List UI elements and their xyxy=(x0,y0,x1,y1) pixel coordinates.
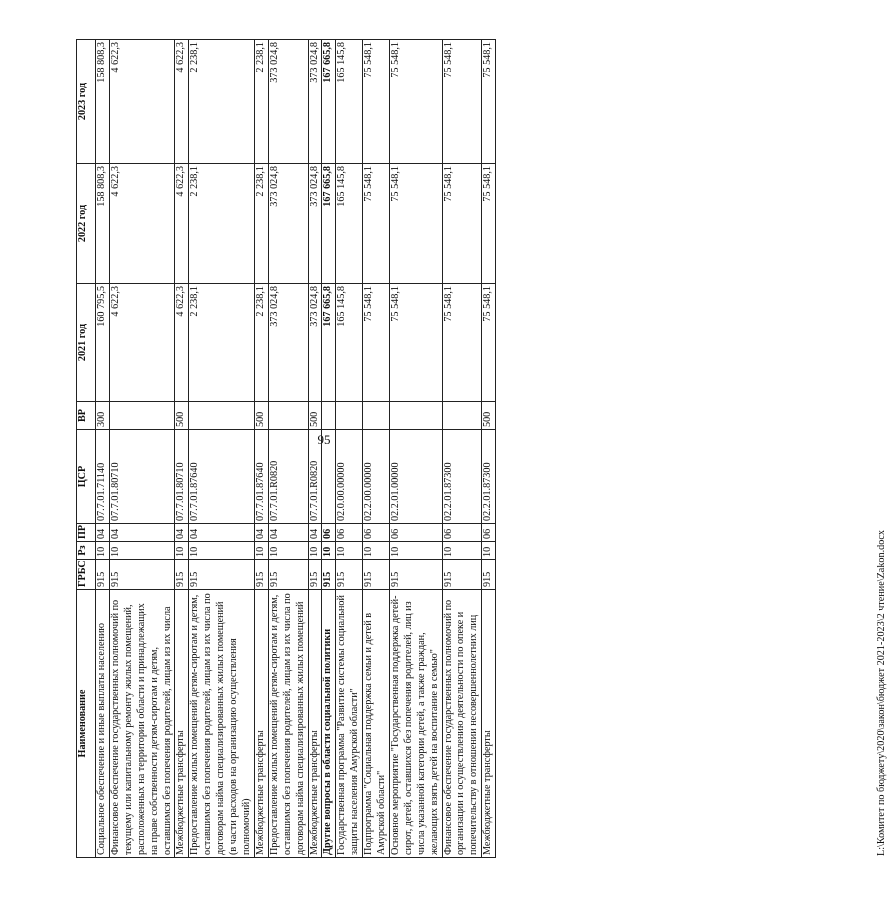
row-2023: 373 024,8 xyxy=(308,40,322,164)
table-row xyxy=(336,40,363,858)
row-2023: 165 145,8 xyxy=(336,40,363,164)
row-grbs: 915 xyxy=(189,560,255,590)
row-pr: 06 xyxy=(322,524,336,542)
row-grbs: 915 xyxy=(96,560,110,590)
row-2021: 160 795,5 xyxy=(96,284,110,402)
row-grbs: 915 xyxy=(482,560,496,590)
row-pr: 06 xyxy=(389,524,442,542)
row-name: Финансовое обеспечение государственных полномочий по текущему или капитальному ремонту жилых помещений, расположенных на территории области и принадлежащих на праве собственности детям-сиротам и детям, оставшимся без попечения родителей, лицам из их числа xyxy=(109,590,175,858)
row-pr: 04 xyxy=(96,524,110,542)
row-csr: 02.2.01.87300 xyxy=(442,430,482,524)
row-name: Межбюджетные трансферты xyxy=(254,590,268,858)
row-rz: 10 xyxy=(175,542,189,560)
header-2023: 2023 год xyxy=(77,40,96,164)
row-grbs: 915 xyxy=(336,560,363,590)
row-2023: 4 622,3 xyxy=(109,40,175,164)
row-pr: 06 xyxy=(336,524,363,542)
row-vr xyxy=(389,402,442,430)
row-grbs: 915 xyxy=(363,560,390,590)
header-csr: ЦСР xyxy=(77,430,96,524)
row-vr xyxy=(322,402,336,430)
row-2021: 75 548,1 xyxy=(482,284,496,402)
row-rz: 10 xyxy=(336,542,363,560)
row-2021: 2 238,1 xyxy=(254,284,268,402)
row-csr: 07.7.01.R0820 xyxy=(268,430,308,524)
row-vr xyxy=(442,402,482,430)
row-rz: 10 xyxy=(268,542,308,560)
row-2023: 158 808,3 xyxy=(96,40,110,164)
row-2023: 75 548,1 xyxy=(363,40,390,164)
row-vr xyxy=(109,402,175,430)
row-csr: 02.2.01.00000 xyxy=(389,430,442,524)
row-csr: 02.2.00.00000 xyxy=(363,430,390,524)
row-2023: 2 238,1 xyxy=(189,40,255,164)
row-pr: 04 xyxy=(109,524,175,542)
row-vr: 500 xyxy=(175,402,189,430)
row-pr: 06 xyxy=(363,524,390,542)
table-row xyxy=(482,40,496,858)
row-2023: 75 548,1 xyxy=(482,40,496,164)
row-name: Межбюджетные трансферты xyxy=(482,590,496,858)
row-vr: 300 xyxy=(96,402,110,430)
row-vr: 500 xyxy=(482,402,496,430)
row-name: Государственная программа "Развитие системы социальной защиты населения Амурской области" xyxy=(336,590,363,858)
row-grbs: 915 xyxy=(442,560,482,590)
rotated-page-content xyxy=(76,40,887,858)
row-2022: 373 024,8 xyxy=(268,164,308,284)
row-grbs: 915 xyxy=(308,560,322,590)
row-pr: 06 xyxy=(482,524,496,542)
row-2022: 75 548,1 xyxy=(363,164,390,284)
row-pr: 04 xyxy=(189,524,255,542)
row-2021: 75 548,1 xyxy=(363,284,390,402)
row-csr: 07.7.01.80710 xyxy=(175,430,189,524)
row-vr xyxy=(268,402,308,430)
table-row xyxy=(389,40,442,858)
row-rz: 10 xyxy=(322,542,336,560)
row-pr: 04 xyxy=(308,524,322,542)
row-vr xyxy=(363,402,390,430)
row-rz: 10 xyxy=(482,542,496,560)
row-grbs: 915 xyxy=(389,560,442,590)
header-vr: ВР xyxy=(77,402,96,430)
row-name: Другие вопросы в области социальной политики xyxy=(322,590,336,858)
table-row xyxy=(268,40,308,858)
header-pr: ПР xyxy=(77,524,96,542)
row-grbs: 915 xyxy=(268,560,308,590)
table-row xyxy=(322,40,336,858)
row-2023: 373 024,8 xyxy=(268,40,308,164)
budget-table xyxy=(76,39,496,858)
table-row xyxy=(442,40,482,858)
row-rz: 10 xyxy=(109,542,175,560)
row-grbs: 915 xyxy=(322,560,336,590)
row-2023: 167 665,8 xyxy=(322,40,336,164)
page-number: 95 xyxy=(317,432,331,447)
row-2023: 75 548,1 xyxy=(389,40,442,164)
row-rz: 10 xyxy=(363,542,390,560)
row-rz: 10 xyxy=(96,542,110,560)
table-row xyxy=(189,40,255,858)
row-rz: 10 xyxy=(442,542,482,560)
header-2021: 2021 год xyxy=(77,284,96,402)
row-name: Межбюджетные трансферты xyxy=(175,590,189,858)
row-csr xyxy=(322,430,336,524)
row-2021: 75 548,1 xyxy=(442,284,482,402)
row-grbs: 915 xyxy=(109,560,175,590)
row-2022: 158 808,3 xyxy=(96,164,110,284)
row-grbs: 915 xyxy=(254,560,268,590)
table-row xyxy=(254,40,268,858)
row-pr: 04 xyxy=(268,524,308,542)
row-csr: 07.7.01.87640 xyxy=(254,430,268,524)
row-rz: 10 xyxy=(389,542,442,560)
row-name: Основное мероприятие "Государственная поддержка детей-сирот, детей, оставшихся без попечения родителей, лиц из числа указанной категории детей, а также граждан, желающих взять детей на воспитание в семью" xyxy=(389,590,442,858)
row-rz: 10 xyxy=(189,542,255,560)
table-row xyxy=(363,40,390,858)
table-body xyxy=(96,40,496,858)
row-vr: 500 xyxy=(308,402,322,430)
row-name: Межбюджетные трансферты xyxy=(308,590,322,858)
row-2021: 167 665,8 xyxy=(322,284,336,402)
row-vr xyxy=(336,402,363,430)
row-name: Подпрограмма "Социальная поддержка семьи и детей в Амурской области" xyxy=(363,590,390,858)
row-name: Предоставление жилых помещений детям-сиротам и детям, оставшимся без попечения родителей, лицам из их числа по договорам найма специализированных жилых помещений xyxy=(268,590,308,858)
row-2022: 2 238,1 xyxy=(254,164,268,284)
row-grbs: 915 xyxy=(175,560,189,590)
row-name: Финансовое обеспечение государственных полномочий по организации и осуществлению деятельности по опеке и попечительству в отношении несовершеннолетних лиц xyxy=(442,590,482,858)
row-rz: 10 xyxy=(308,542,322,560)
row-2021: 373 024,8 xyxy=(308,284,322,402)
row-2022: 373 024,8 xyxy=(308,164,322,284)
row-2023: 4 622,3 xyxy=(175,40,189,164)
row-2021: 373 024,8 xyxy=(268,284,308,402)
row-vr: 500 xyxy=(254,402,268,430)
row-csr: 02.2.01.87300 xyxy=(482,430,496,524)
header-rz: Рз xyxy=(77,542,96,560)
row-2022: 2 238,1 xyxy=(189,164,255,284)
row-2021: 2 238,1 xyxy=(189,284,255,402)
row-rz: 10 xyxy=(254,542,268,560)
header-grbs: ГРБС xyxy=(77,560,96,590)
row-2023: 2 238,1 xyxy=(254,40,268,164)
row-pr: 06 xyxy=(442,524,482,542)
row-2021: 75 548,1 xyxy=(389,284,442,402)
row-2021: 4 622,3 xyxy=(175,284,189,402)
row-name: Социальное обеспечение и иные выплаты населению xyxy=(96,590,110,858)
row-2022: 167 665,8 xyxy=(322,164,336,284)
row-2022: 75 548,1 xyxy=(389,164,442,284)
row-pr: 04 xyxy=(254,524,268,542)
header-name: Наименование xyxy=(77,590,96,858)
table-row xyxy=(308,40,322,858)
row-csr: 02.0.00.00000 xyxy=(336,430,363,524)
table-header-row xyxy=(77,40,96,858)
row-2022: 4 622,3 xyxy=(175,164,189,284)
row-2022: 165 145,8 xyxy=(336,164,363,284)
table-row xyxy=(109,40,175,858)
row-name: Предоставление жилых помещений детям-сиротам и детям, оставшимся без попечения родителей, лицам из их числа по договорам найма специализированных жилых помещений (в части расходов на организацию осуществления полномочий) xyxy=(189,590,255,858)
row-2021: 4 622,3 xyxy=(109,284,175,402)
row-vr xyxy=(189,402,255,430)
row-2022: 4 622,3 xyxy=(109,164,175,284)
row-pr: 04 xyxy=(175,524,189,542)
row-2023: 75 548,1 xyxy=(442,40,482,164)
table-row xyxy=(96,40,110,858)
row-csr: 07.7.01.71140 xyxy=(96,430,110,524)
file-path-footer: L:\Комитет по бюджету\2020\закон\бюджет 2021-2023\2 чтение\Zakon.docx xyxy=(876,530,887,856)
row-2022: 75 548,1 xyxy=(482,164,496,284)
header-2022: 2022 год xyxy=(77,164,96,284)
row-2022: 75 548,1 xyxy=(442,164,482,284)
row-2021: 165 145,8 xyxy=(336,284,363,402)
table-row xyxy=(175,40,189,858)
row-csr: 07.7.01.R0820 xyxy=(308,430,322,524)
row-csr: 07.7.01.80710 xyxy=(109,430,175,524)
row-csr: 07.7.01.87640 xyxy=(189,430,255,524)
